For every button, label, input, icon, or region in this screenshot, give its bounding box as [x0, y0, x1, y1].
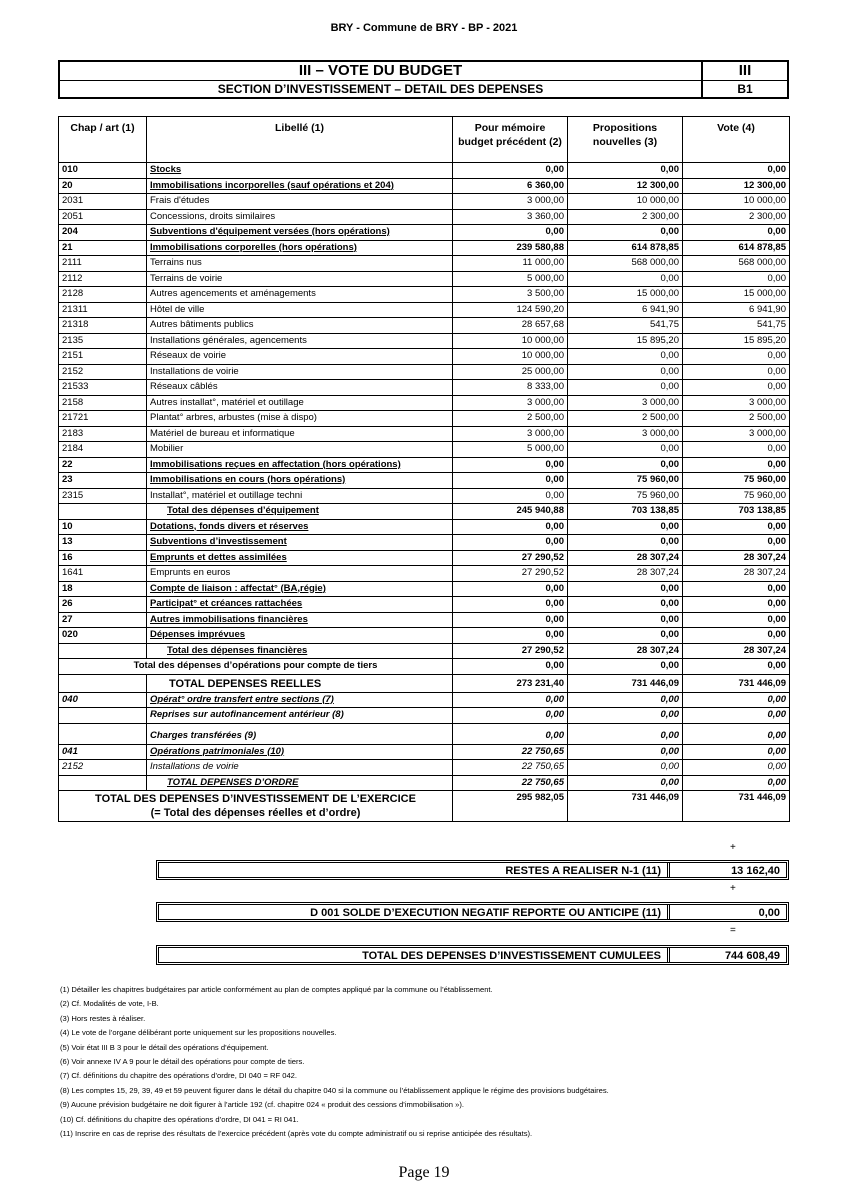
row-prop: 0,00: [568, 349, 683, 365]
restes-value: 13 162,40: [731, 865, 780, 877]
row-memo: 0,00: [453, 457, 568, 473]
footnote: (10) Cf. définitions du chapitre des opérations d’ordre, DI 041 = RI 041.: [60, 1114, 299, 1124]
row-code: 2051: [59, 209, 147, 225]
row-code: [59, 708, 147, 724]
table-row: [59, 442, 790, 458]
row-vote: 0,00: [683, 380, 790, 396]
row-vote: 0,00: [683, 581, 790, 597]
row-label: Dépenses imprévues: [147, 628, 453, 644]
row-label: Plantat° arbres, arbustes (mise à dispo): [147, 411, 453, 427]
row-memo: 27 290,52: [453, 550, 568, 566]
grand-total-label: [59, 791, 453, 822]
row-code: 2151: [59, 349, 147, 365]
table-row: [59, 194, 790, 210]
table-row: [59, 760, 790, 776]
row-vote: 0,00: [683, 163, 790, 179]
row-code: 041: [59, 744, 147, 760]
footnotes: [60, 983, 609, 1141]
row-vote: 0,00: [683, 442, 790, 458]
grand-total-vote: 731 446,09: [683, 791, 790, 822]
row-label: Immobilisations corporelles (hors opérations): [147, 240, 453, 256]
row-prop: 2 300,00: [568, 209, 683, 225]
row-label: Dotations, fonds divers et réserves: [147, 519, 453, 535]
table-row: [59, 504, 790, 520]
row-label: Reprises sur autofinancement antérieur (8): [147, 708, 453, 724]
row-vote: 0,00: [683, 612, 790, 628]
cumul-label: TOTAL DES DEPENSES D’INVESTISSEMENT CUMULEES: [159, 948, 670, 962]
table-row: [59, 550, 790, 566]
row-code: 10: [59, 519, 147, 535]
row-code: 2128: [59, 287, 147, 303]
col-header-prop: Propositions nouvelles (3): [568, 117, 683, 163]
row-memo: 11 000,00: [453, 256, 568, 272]
row-vote: 28 307,24: [683, 643, 790, 659]
row-memo: 0,00: [453, 708, 568, 724]
row-memo: 5 000,00: [453, 442, 568, 458]
footnote: (4) Le vote de l’organe délibérant porte uniquement sur les propositions nouvelles.: [60, 1028, 337, 1038]
row-code: [59, 643, 147, 659]
row-vote: 0,00: [683, 723, 790, 744]
row-code: 23: [59, 473, 147, 489]
row-label: Réseaux de voirie: [147, 349, 453, 365]
row-prop: 2 500,00: [568, 411, 683, 427]
row-code: 2111: [59, 256, 147, 272]
row-code: 2031: [59, 194, 147, 210]
table-row: [59, 209, 790, 225]
row-prop: 0,00: [568, 723, 683, 744]
row-code: [59, 504, 147, 520]
table-row: [59, 581, 790, 597]
expenses-table: [58, 116, 790, 822]
row-memo: 0,00: [453, 163, 568, 179]
row-label: Subventions d'équipement versées (hors opérations): [147, 225, 453, 241]
row-memo: 0,00: [453, 597, 568, 613]
table-row: [59, 271, 790, 287]
row-memo: 0,00: [453, 225, 568, 241]
col-header-chap: Chap / art (1): [59, 117, 147, 163]
solde-box: [156, 902, 789, 922]
row-memo: 22 750,65: [453, 744, 568, 760]
row-code: 16: [59, 550, 147, 566]
row-code: 040: [59, 692, 147, 708]
row-memo: 124 590,20: [453, 302, 568, 318]
table-row: [59, 708, 790, 724]
table-row: [59, 395, 790, 411]
row-prop: 75 960,00: [568, 473, 683, 489]
grand-total-memo: 295 982,05: [453, 791, 568, 822]
row-vote: 75 960,00: [683, 473, 790, 489]
row-code: 1641: [59, 566, 147, 582]
table-row: [59, 566, 790, 582]
row-vote: 731 446,09: [683, 674, 790, 692]
row-code: 21311: [59, 302, 147, 318]
row-label: Participat° et créances rattachées: [147, 597, 453, 613]
plus-sign-1: +: [730, 842, 736, 853]
table-row: [59, 692, 790, 708]
title-sub-code: B1: [737, 82, 753, 96]
row-label: Installations générales, agencements: [147, 333, 453, 349]
row-label: TOTAL DEPENSES D’ORDRE: [147, 775, 453, 791]
row-code: [59, 775, 147, 791]
footnote: (2) Cf. Modalités de vote, I-B.: [60, 999, 159, 1009]
row-code: 020: [59, 628, 147, 644]
page-number: Page 19: [398, 1164, 450, 1181]
row-prop: 28 307,24: [568, 550, 683, 566]
row-label: Terrains de voirie: [147, 271, 453, 287]
table-row: [59, 744, 790, 760]
col-header-lib: Libellé (1): [147, 117, 453, 163]
row-memo: 3 000,00: [453, 194, 568, 210]
grand-total-prop: 731 446,09: [568, 791, 683, 822]
row-memo: 245 940,88: [453, 504, 568, 520]
row-label: Subventions d’investissement: [147, 535, 453, 551]
row-prop: 0,00: [568, 225, 683, 241]
row-vote: 0,00: [683, 271, 790, 287]
table-row: [59, 318, 790, 334]
row-prop: 10 000,00: [568, 194, 683, 210]
row-memo: 27 290,52: [453, 566, 568, 582]
row-prop: 0,00: [568, 744, 683, 760]
row-prop: 0,00: [568, 163, 683, 179]
row-prop: 0,00: [568, 760, 683, 776]
row-code: 2152: [59, 760, 147, 776]
equals-sign: =: [730, 925, 736, 936]
row-memo: 0,00: [453, 581, 568, 597]
row-vote: 15 895,20: [683, 333, 790, 349]
row-code: 2158: [59, 395, 147, 411]
row-memo: 239 580,88: [453, 240, 568, 256]
row-code: 22: [59, 457, 147, 473]
row-prop: 0,00: [568, 628, 683, 644]
row-label: Emprunts en euros: [147, 566, 453, 582]
row-vote: 3 000,00: [683, 426, 790, 442]
row-code: 204: [59, 225, 147, 241]
table-row: [59, 674, 790, 692]
row-vote: 0,00: [683, 659, 790, 675]
row-memo: 22 750,65: [453, 760, 568, 776]
row-prop: 541,75: [568, 318, 683, 334]
row-prop: 3 000,00: [568, 395, 683, 411]
table-row: [59, 287, 790, 303]
table-row: [59, 659, 790, 675]
solde-value: 0,00: [758, 907, 780, 919]
row-prop: 0,00: [568, 597, 683, 613]
table-row: [59, 597, 790, 613]
col-header-vote: Vote (4): [683, 117, 790, 163]
row-code: 2135: [59, 333, 147, 349]
table-row: [59, 240, 790, 256]
row-label: Immobilisations en cours (hors opérations): [147, 473, 453, 489]
table-row: [59, 473, 790, 489]
row-label: Compte de liaison : affectat° (BA,régie): [147, 581, 453, 597]
row-prop: 0,00: [568, 659, 683, 675]
row-prop: 6 941,90: [568, 302, 683, 318]
row-vote: 0,00: [683, 708, 790, 724]
row-prop: 0,00: [568, 519, 683, 535]
row-label: Total des dépenses d’équipement: [147, 504, 453, 520]
row-prop: 28 307,24: [568, 643, 683, 659]
table-row: [59, 488, 790, 504]
grand-total-label-1: TOTAL DES DEPENSES D’INVESTISSEMENT DE L’EXERCICE: [95, 793, 416, 805]
table-row: [59, 426, 790, 442]
row-vote: 0,00: [683, 457, 790, 473]
row-label: Réseaux câblés: [147, 380, 453, 396]
row-vote: 0,00: [683, 349, 790, 365]
table-row: [59, 225, 790, 241]
row-prop: 0,00: [568, 775, 683, 791]
row-prop: 0,00: [568, 364, 683, 380]
row-memo: 3 360,00: [453, 209, 568, 225]
row-vote: 703 138,85: [683, 504, 790, 520]
row-label: Emprunts et dettes assimilées: [147, 550, 453, 566]
row-vote: 0,00: [683, 519, 790, 535]
row-label: Immobilisations incorporelles (sauf opérations et 204): [147, 178, 453, 194]
cumul-box: [156, 945, 789, 965]
row-vote: 0,00: [683, 744, 790, 760]
row-memo: 0,00: [453, 612, 568, 628]
row-vote: 12 300,00: [683, 178, 790, 194]
row-memo: 28 657,68: [453, 318, 568, 334]
row-code: 2184: [59, 442, 147, 458]
row-code: 2152: [59, 364, 147, 380]
row-vote: 568 000,00: [683, 256, 790, 272]
row-memo: 3 000,00: [453, 395, 568, 411]
row-prop: 28 307,24: [568, 566, 683, 582]
row-prop: 0,00: [568, 380, 683, 396]
table-row: [59, 612, 790, 628]
title-box: [58, 60, 789, 99]
title-main-code: III: [738, 62, 752, 79]
row-memo: 0,00: [453, 535, 568, 551]
row-label: Matériel de bureau et informatique: [147, 426, 453, 442]
table-row: [59, 628, 790, 644]
row-code: 20: [59, 178, 147, 194]
row-label: Immobilisations reçues en affectation (hors opérations): [147, 457, 453, 473]
row-vote: 541,75: [683, 318, 790, 334]
solde-label: D 001 SOLDE D’EXECUTION NEGATIF REPORTE OU ANTICIPE (11): [159, 905, 670, 919]
row-vote: 0,00: [683, 364, 790, 380]
row-prop: 75 960,00: [568, 488, 683, 504]
document-header: BRY - Commune de BRY - BP - 2021: [330, 22, 518, 34]
table-row: [59, 535, 790, 551]
row-prop: 0,00: [568, 581, 683, 597]
restes-label: RESTES A REALISER N-1 (11): [159, 863, 670, 877]
row-code: 2183: [59, 426, 147, 442]
row-code: 26: [59, 597, 147, 613]
title-sub: SECTION D’INVESTISSEMENT – DETAIL DES DEPENSES: [60, 81, 703, 97]
row-vote: 15 000,00: [683, 287, 790, 303]
row-label: Terrains nus: [147, 256, 453, 272]
row-memo: 3 500,00: [453, 287, 568, 303]
table-row: [59, 302, 790, 318]
row-vote: 0,00: [683, 775, 790, 791]
footnote: (1) Détailler les chapitres budgétaires par article conformément au plan de comptes appliqué par la commune ou l’établissement.: [60, 985, 493, 994]
row-vote: 28 307,24: [683, 550, 790, 566]
row-vote: 2 300,00: [683, 209, 790, 225]
row-vote: 0,00: [683, 597, 790, 613]
table-row: [59, 163, 790, 179]
col-header-memo: Pour mémoire budget précédent (2): [453, 117, 568, 163]
row-prop: 15 895,20: [568, 333, 683, 349]
table-row: [59, 411, 790, 427]
row-prop: 3 000,00: [568, 426, 683, 442]
row-prop: 15 000,00: [568, 287, 683, 303]
table-row: [59, 333, 790, 349]
table-row: [59, 178, 790, 194]
row-memo: 10 000,00: [453, 349, 568, 365]
table-row: [59, 519, 790, 535]
row-memo: 27 290,52: [453, 643, 568, 659]
table-body: [59, 163, 790, 791]
row-memo: 0,00: [453, 659, 568, 675]
row-vote: 10 000,00: [683, 194, 790, 210]
row-vote: 614 878,85: [683, 240, 790, 256]
row-code: 27: [59, 612, 147, 628]
row-code: 18: [59, 581, 147, 597]
footnote: (3) Hors restes à réaliser.: [60, 1013, 146, 1023]
row-memo: 6 360,00: [453, 178, 568, 194]
row-code: 21318: [59, 318, 147, 334]
row-memo: 25 000,00: [453, 364, 568, 380]
table-row: [59, 643, 790, 659]
row-prop: 0,00: [568, 271, 683, 287]
row-memo: 2 500,00: [453, 411, 568, 427]
row-memo: 0,00: [453, 628, 568, 644]
row-vote: 6 941,90: [683, 302, 790, 318]
footnote: (11) Inscrire en cas de reprise des résultats de l’exercice précédent (après vote du compte administratif ou si reprise anticipée des résultats).: [60, 1129, 533, 1139]
row-vote: 0,00: [683, 628, 790, 644]
row-vote: 3 000,00: [683, 395, 790, 411]
row-prop: 0,00: [568, 612, 683, 628]
row-label: Installations de voirie: [147, 364, 453, 380]
row-memo: 5 000,00: [453, 271, 568, 287]
row-code: 13: [59, 535, 147, 551]
row-prop: 0,00: [568, 442, 683, 458]
row-label: Autres installat°, matériel et outillage: [147, 395, 453, 411]
row-label: Hôtel de ville: [147, 302, 453, 318]
row-code: [59, 723, 147, 744]
row-vote: 0,00: [683, 692, 790, 708]
table-row: [59, 457, 790, 473]
row-memo: 22 750,65: [453, 775, 568, 791]
row-prop: 12 300,00: [568, 178, 683, 194]
row-code: 21: [59, 240, 147, 256]
row-prop: 731 446,09: [568, 674, 683, 692]
footnote: (7) Cf. définitions du chapitre des opérations d’ordre, DI 040 = RF 042.: [60, 1071, 298, 1081]
row-vote: 0,00: [683, 760, 790, 776]
row-label: Concessions, droits similaires: [147, 209, 453, 225]
row-label: Frais d'études: [147, 194, 453, 210]
row-code: 2112: [59, 271, 147, 287]
plus-sign-2: +: [730, 883, 736, 894]
footnote: (9) Aucune prévision budgétaire ne doit figurer à l’article 192 (cf. chapitre 024 « produit des cessions d’immobilisation »).: [60, 1100, 464, 1110]
row-vote: 28 307,24: [683, 566, 790, 582]
row-vote: 0,00: [683, 225, 790, 241]
row-code: [59, 674, 147, 692]
row-memo: 0,00: [453, 723, 568, 744]
table-row: [59, 380, 790, 396]
row-memo: 273 231,40: [453, 674, 568, 692]
row-memo: 0,00: [453, 488, 568, 504]
title-main: III – VOTE DU BUDGET: [60, 62, 703, 80]
row-label: Installations de voirie: [147, 760, 453, 776]
row-label: Opérat° ordre transfert entre sections (7): [147, 692, 453, 708]
row-label: Total des dépenses financières: [147, 643, 453, 659]
grand-total-label-2: (= Total des dépenses réelles et d’ordre): [150, 807, 361, 819]
table-row: [59, 349, 790, 365]
row-memo: 10 000,00: [453, 333, 568, 349]
row-label: Autres immobilisations financières: [147, 612, 453, 628]
row-memo: 3 000,00: [453, 426, 568, 442]
row-memo: 0,00: [453, 473, 568, 489]
row-code: 21533: [59, 380, 147, 396]
table-row: [59, 364, 790, 380]
row-vote: 0,00: [683, 535, 790, 551]
row-prop: 0,00: [568, 457, 683, 473]
row-label: Charges transférées (9): [147, 723, 453, 744]
row-memo: 0,00: [453, 519, 568, 535]
row-prop: 0,00: [568, 692, 683, 708]
row-label: Autres agencements et aménagements: [147, 287, 453, 303]
row-label: Stocks: [147, 163, 453, 179]
row-prop: 568 000,00: [568, 256, 683, 272]
row-label: Installat°, matériel et outillage techni: [147, 488, 453, 504]
cumul-value: 744 608,49: [724, 950, 780, 962]
row-prop: 0,00: [568, 535, 683, 551]
row-memo: 8 333,00: [453, 380, 568, 396]
footnote: (8) Les comptes 15, 29, 39, 49 et 59 peuvent figurer dans le détail du chapitre 040 si la commune ou l’établissement applique le régime des provisions budgétaires.: [60, 1085, 609, 1095]
row-label: Autres bâtiments publics: [147, 318, 453, 334]
row-prop: 614 878,85: [568, 240, 683, 256]
restes-box: [156, 860, 789, 880]
row-prop: 703 138,85: [568, 504, 683, 520]
footnote: (6) Voir annexe IV A 9 pour le détail des opérations pour compte de tiers.: [60, 1057, 305, 1067]
table-row: [59, 775, 790, 791]
row-label: Mobilier: [147, 442, 453, 458]
footnote: (5) Voir état III B 3 pour le détail des opérations d’équipement.: [60, 1042, 269, 1052]
row-code: 2315: [59, 488, 147, 504]
row-memo: 0,00: [453, 692, 568, 708]
row-prop: 0,00: [568, 708, 683, 724]
row-code: 010: [59, 163, 147, 179]
table-row: [59, 723, 790, 744]
table-row: [59, 256, 790, 272]
row-label: Opérations patrimoniales (10): [147, 744, 453, 760]
row-vote: 75 960,00: [683, 488, 790, 504]
row-label: Total des dépenses d’opérations pour compte de tiers: [59, 659, 453, 675]
row-label: TOTAL DEPENSES REELLES: [147, 674, 453, 692]
row-vote: 2 500,00: [683, 411, 790, 427]
row-code: 21721: [59, 411, 147, 427]
